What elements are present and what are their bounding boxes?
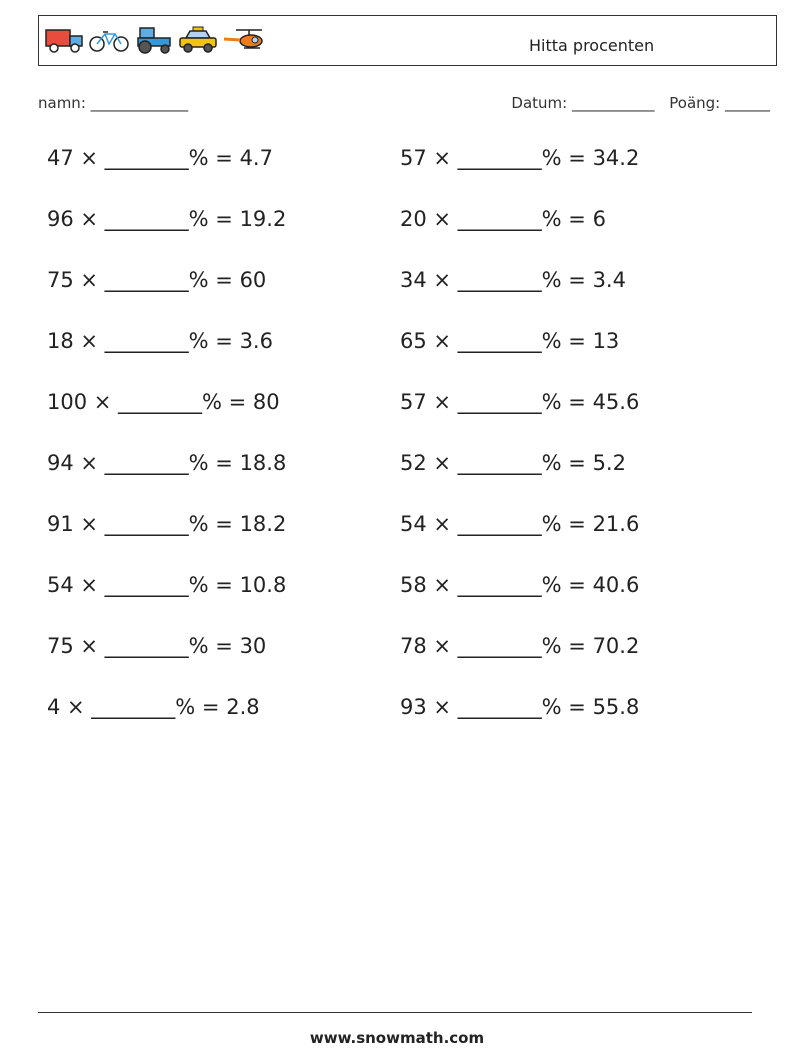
date-field: Datum: ___________ [511,94,655,112]
problem-item: 96 × ________% = 19.2 [47,207,287,231]
footer-url: www.snowmath.com [309,1029,485,1047]
problem-item: 20 × ________% = 6 [400,207,606,231]
problem-item: 91 × ________% = 18.2 [47,512,287,536]
truck-icon [44,26,84,54]
problem-row [47,512,767,573]
taxi-icon [178,26,218,54]
worksheet-title: Hitta procenten [529,36,655,55]
helicopter-icon [222,26,264,54]
name-field: namn: _____________ [38,94,189,112]
problem-item: 47 × ________% = 4.7 [47,146,273,170]
problem-row [47,451,767,512]
problem-item: 78 × ________% = 70.2 [400,634,640,658]
problem-item: 18 × ________% = 3.6 [47,329,273,353]
problem-row [47,329,767,390]
problem-item: 57 × ________% = 34.2 [400,146,640,170]
footer-divider [38,1012,752,1013]
bicycle-icon [88,26,130,54]
problem-item: 34 × ________% = 3.4 [400,268,626,292]
date-score-fields [507,94,770,112]
tractor-icon [134,26,174,54]
problem-row [47,695,767,756]
problem-row [47,268,767,329]
problem-item: 57 × ________% = 45.6 [400,390,640,414]
problem-item: 58 × ________% = 40.6 [400,573,640,597]
problem-item: 75 × ________% = 60 [47,268,267,292]
worksheet-header [38,15,777,66]
problem-item: 94 × ________% = 18.8 [47,451,287,475]
problem-item: 100 × ________% = 80 [47,390,280,414]
problem-item: 65 × ________% = 13 [400,329,620,353]
problem-item: 54 × ________% = 10.8 [47,573,287,597]
problem-item: 75 × ________% = 30 [47,634,267,658]
problem-row [47,207,767,268]
problem-row [47,634,767,695]
vehicle-icons [44,25,264,55]
problem-item: 54 × ________% = 21.6 [400,512,640,536]
problem-row [47,390,767,451]
score-field: Poäng: ______ [669,94,770,112]
problem-item: 4 × ________% = 2.8 [47,695,260,719]
problem-row [47,146,767,207]
problem-grid [47,146,767,756]
problem-item: 93 × ________% = 55.8 [400,695,640,719]
problem-item: 52 × ________% = 5.2 [400,451,626,475]
problem-row [47,573,767,634]
